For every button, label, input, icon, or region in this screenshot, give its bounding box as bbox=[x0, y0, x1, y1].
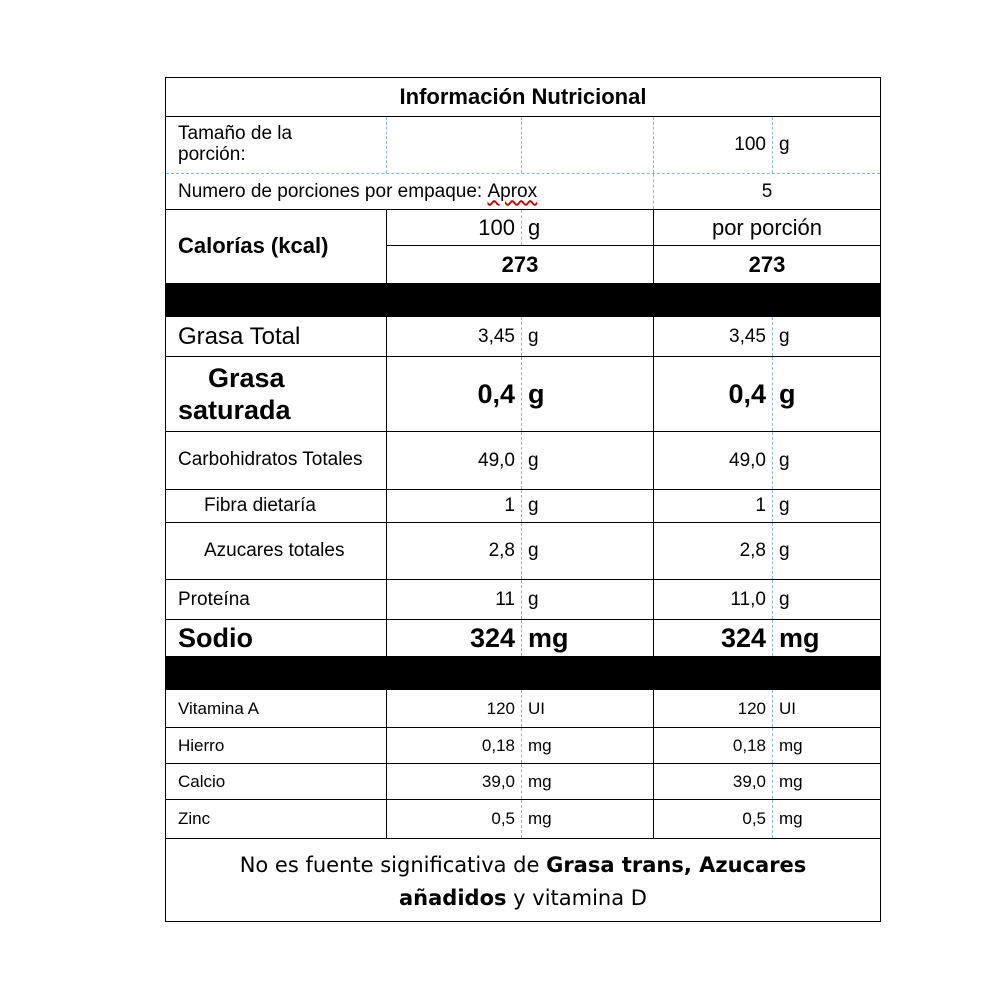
footer-note bbox=[206, 849, 840, 915]
per-100g-unit: g bbox=[521, 317, 653, 356]
servings-label: Numero de porciones por empaque: bbox=[178, 180, 483, 202]
nutrient-name: Grasa Total bbox=[178, 322, 301, 350]
nutrient-name: Zinc bbox=[178, 809, 211, 828]
calories-value-row bbox=[386, 245, 880, 283]
per-100g-unit: mg bbox=[521, 764, 653, 799]
nutrient-name: Azucares totales bbox=[204, 539, 345, 561]
per-100g-unit: g bbox=[521, 580, 653, 619]
footer-text: y vitamina D bbox=[506, 886, 647, 910]
nutrient-row bbox=[166, 317, 880, 356]
calories-col2-header: por porción bbox=[653, 210, 880, 245]
per-serving-value: 1 bbox=[653, 490, 772, 522]
nutrient-row bbox=[166, 727, 880, 763]
nutrient-name: Fibra dietaría bbox=[204, 495, 316, 516]
footer-text: No es fuente significativa de bbox=[239, 853, 547, 877]
per-100g-unit: mg bbox=[521, 620, 653, 656]
nutrient-row bbox=[166, 799, 880, 838]
per-serving-unit: g bbox=[772, 317, 880, 356]
nutrient-row bbox=[166, 489, 880, 522]
per-serving-value: 49,0 bbox=[653, 432, 772, 489]
nutrient-row bbox=[166, 619, 880, 656]
calories-col2-value: 273 bbox=[653, 246, 880, 283]
footer-bold: Grasa trans, Azucares añadidos bbox=[399, 853, 807, 910]
per-serving-unit: mg bbox=[772, 800, 880, 838]
per-serving-unit: g bbox=[772, 432, 880, 489]
nutrient-row bbox=[166, 431, 880, 489]
per-100g-value: 11 bbox=[386, 580, 521, 619]
per-serving-unit: g bbox=[772, 580, 880, 619]
per-100g-value: 3,45 bbox=[386, 317, 521, 356]
per-serving-value: 0,4 bbox=[653, 357, 772, 431]
per-100g-value: 49,0 bbox=[386, 432, 521, 489]
serving-size-value: 100 bbox=[653, 117, 772, 173]
title-row bbox=[166, 78, 880, 116]
nutrient-name: Vitamina A bbox=[178, 698, 259, 718]
servings-value: 5 bbox=[653, 174, 880, 209]
serving-size-row bbox=[166, 116, 880, 173]
empty-cell bbox=[386, 117, 521, 173]
nutrient-name: Hierro bbox=[178, 735, 225, 755]
footer-row bbox=[166, 838, 880, 921]
per-serving-value: 120 bbox=[653, 690, 772, 727]
per-100g-unit: g bbox=[521, 490, 653, 522]
serving-size-label: Tamaño de la porción: bbox=[178, 123, 293, 165]
serving-size-unit: g bbox=[772, 117, 880, 173]
per-serving-unit: g bbox=[772, 357, 880, 431]
per-100g-value: 2,8 bbox=[386, 523, 521, 579]
per-serving-value: 2,8 bbox=[653, 523, 772, 579]
nutrient-name: Proteína bbox=[178, 588, 250, 610]
per-100g-value: 0,18 bbox=[386, 728, 521, 763]
servings-per-container-row bbox=[166, 173, 880, 209]
per-serving-unit: g bbox=[772, 490, 880, 522]
per-100g-unit: g bbox=[521, 357, 653, 431]
separator-bar bbox=[166, 283, 880, 317]
nutrient-name: Grasa saturada bbox=[178, 362, 291, 425]
per-100g-value: 120 bbox=[386, 690, 521, 727]
per-100g-value: 0,5 bbox=[386, 800, 521, 838]
calories-col1-value: 273 bbox=[386, 246, 653, 283]
nutrient-name: Calcio bbox=[178, 771, 226, 791]
per-serving-unit: mg bbox=[772, 764, 880, 799]
per-100g-value: 0,4 bbox=[386, 357, 521, 431]
per-serving-unit: g bbox=[772, 523, 880, 579]
per-serving-value: 324 bbox=[653, 620, 772, 656]
separator-bar bbox=[166, 656, 880, 690]
nutrient-row bbox=[166, 579, 880, 619]
calories-col1-header-value: 100 bbox=[386, 210, 521, 245]
per-serving-value: 3,45 bbox=[653, 317, 772, 356]
nutrient-name: Carbohidratos Totales bbox=[178, 449, 363, 471]
per-serving-value: 11,0 bbox=[653, 580, 772, 619]
per-serving-value: 0,5 bbox=[653, 800, 772, 838]
per-serving-value: 39,0 bbox=[653, 764, 772, 799]
nutrient-row bbox=[166, 356, 880, 431]
nutrient-name: Sodio bbox=[178, 622, 253, 653]
per-100g-value: 1 bbox=[386, 490, 521, 522]
nutrient-row bbox=[166, 763, 880, 799]
calories-label: Calorías (kcal) bbox=[178, 233, 329, 258]
servings-label-cell bbox=[166, 174, 653, 209]
calories-col1-header-unit: g bbox=[521, 210, 653, 245]
per-serving-unit: mg bbox=[772, 620, 880, 656]
nutrient-row bbox=[166, 522, 880, 579]
nutrient-row bbox=[166, 690, 880, 727]
per-100g-unit: g bbox=[521, 523, 653, 579]
nutrition-facts-label bbox=[165, 77, 881, 922]
per-100g-unit: UI bbox=[521, 690, 653, 727]
per-serving-unit: mg bbox=[772, 728, 880, 763]
per-100g-value: 39,0 bbox=[386, 764, 521, 799]
empty-cell bbox=[521, 117, 653, 173]
per-100g-unit: mg bbox=[521, 728, 653, 763]
per-100g-value: 324 bbox=[386, 620, 521, 656]
per-100g-unit: g bbox=[521, 432, 653, 489]
servings-approx: Aprox bbox=[487, 180, 538, 202]
per-serving-unit: UI bbox=[772, 690, 880, 727]
per-100g-unit: mg bbox=[521, 800, 653, 838]
label-title: Información Nutricional bbox=[399, 84, 647, 109]
per-serving-value: 0,18 bbox=[653, 728, 772, 763]
